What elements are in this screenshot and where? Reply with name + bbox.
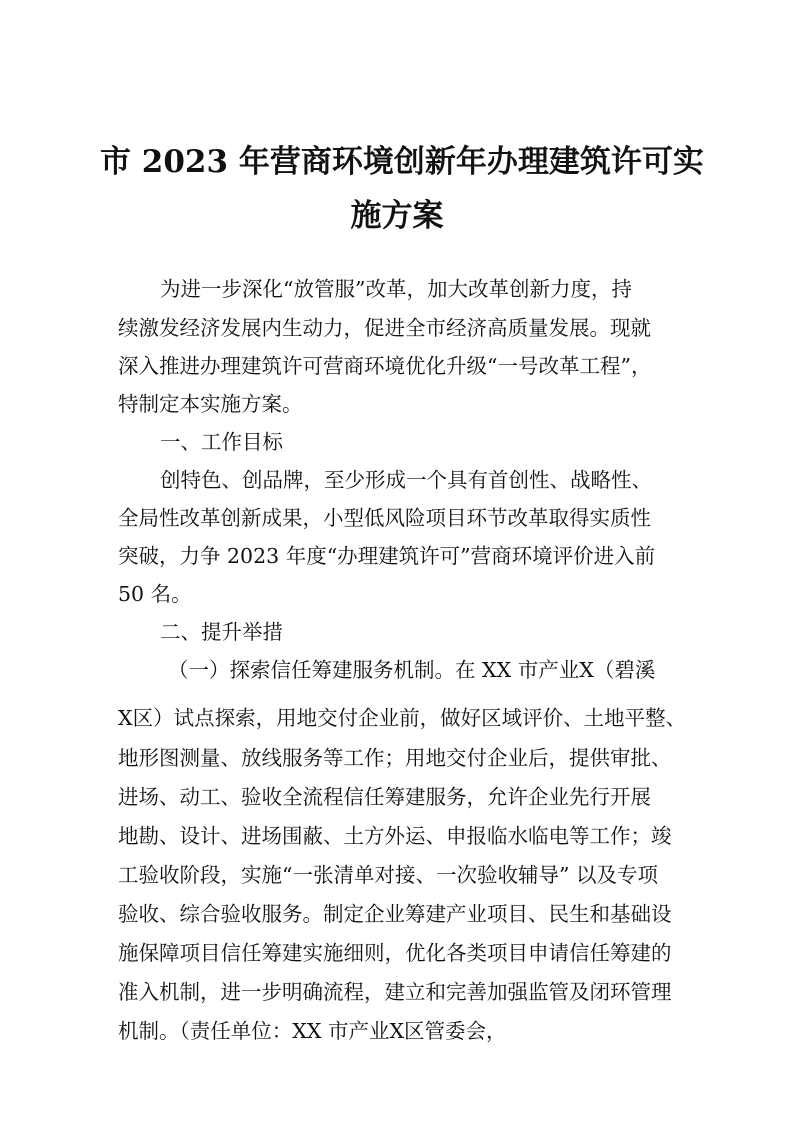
paragraph-line: 机制。（责任单位：XX 市产业X区管委会，: [118, 1019, 507, 1043]
paragraph-line: 工验收阶段，实施“一张清单对接、一次验收辅导” 以及专项: [118, 863, 658, 887]
paragraph-line: X区）试点探索，用地交付企业前，做好区域评价、土地平整、: [118, 706, 687, 730]
paragraph-line: （一）探索信任筹建服务机制。在 XX 市产业X（碧溪: [168, 658, 656, 682]
paragraph-line: 施保障项目信任筹建实施细则，优化各类项目申请信任筹建的: [118, 941, 672, 965]
paragraph-line: 进场、动工、验收全流程信任筹建服务，允许企业先行开展: [118, 785, 651, 809]
paragraph-line: 创特色、创品牌，至少形成一个具有首创性、战略性、: [160, 468, 652, 492]
document-title-line-2: 施方案: [350, 198, 444, 234]
paragraph-line: 续激发经济发展内生动力，促进全市经济高质量发展。现就: [118, 316, 651, 340]
paragraph-line: 深入推进办理建筑许可营商环境优化升级“一号改革工程”，: [118, 354, 652, 378]
paragraph-line: 50 名。: [118, 582, 192, 606]
paragraph-line: 特制定本实施方案。: [118, 392, 303, 416]
paragraph-line: 验收、综合验收服务。制定企业筹建产业项目、民生和基础设: [118, 902, 672, 926]
section-heading: 一、工作目标: [160, 430, 283, 454]
section-heading: 二、提升举措: [160, 620, 283, 644]
paragraph-line: 突破，力争 2023 年度“办理建筑许可”营商环境评价进入前: [118, 544, 656, 568]
document-title-line-1: 市 2023 年营商环境创新年办理建筑许可实: [100, 144, 704, 180]
paragraph-line: 地勘、设计、进场围蔽、土方外运、申报临水临电等工作；竣: [118, 824, 672, 848]
paragraph-line: 地形图测量、放线服务等工作；用地交付企业后，提供审批、: [118, 746, 672, 770]
paragraph-line: 准入机制，进一步明确流程，建立和完善加强监管及闭环管理: [118, 980, 672, 1004]
paragraph-line: 全局性改革创新成果，小型低风险项目环节改革取得实质性: [118, 506, 651, 530]
paragraph-line: 为进一步深化“放管服”改革，加大改革创新力度，持: [160, 277, 632, 301]
